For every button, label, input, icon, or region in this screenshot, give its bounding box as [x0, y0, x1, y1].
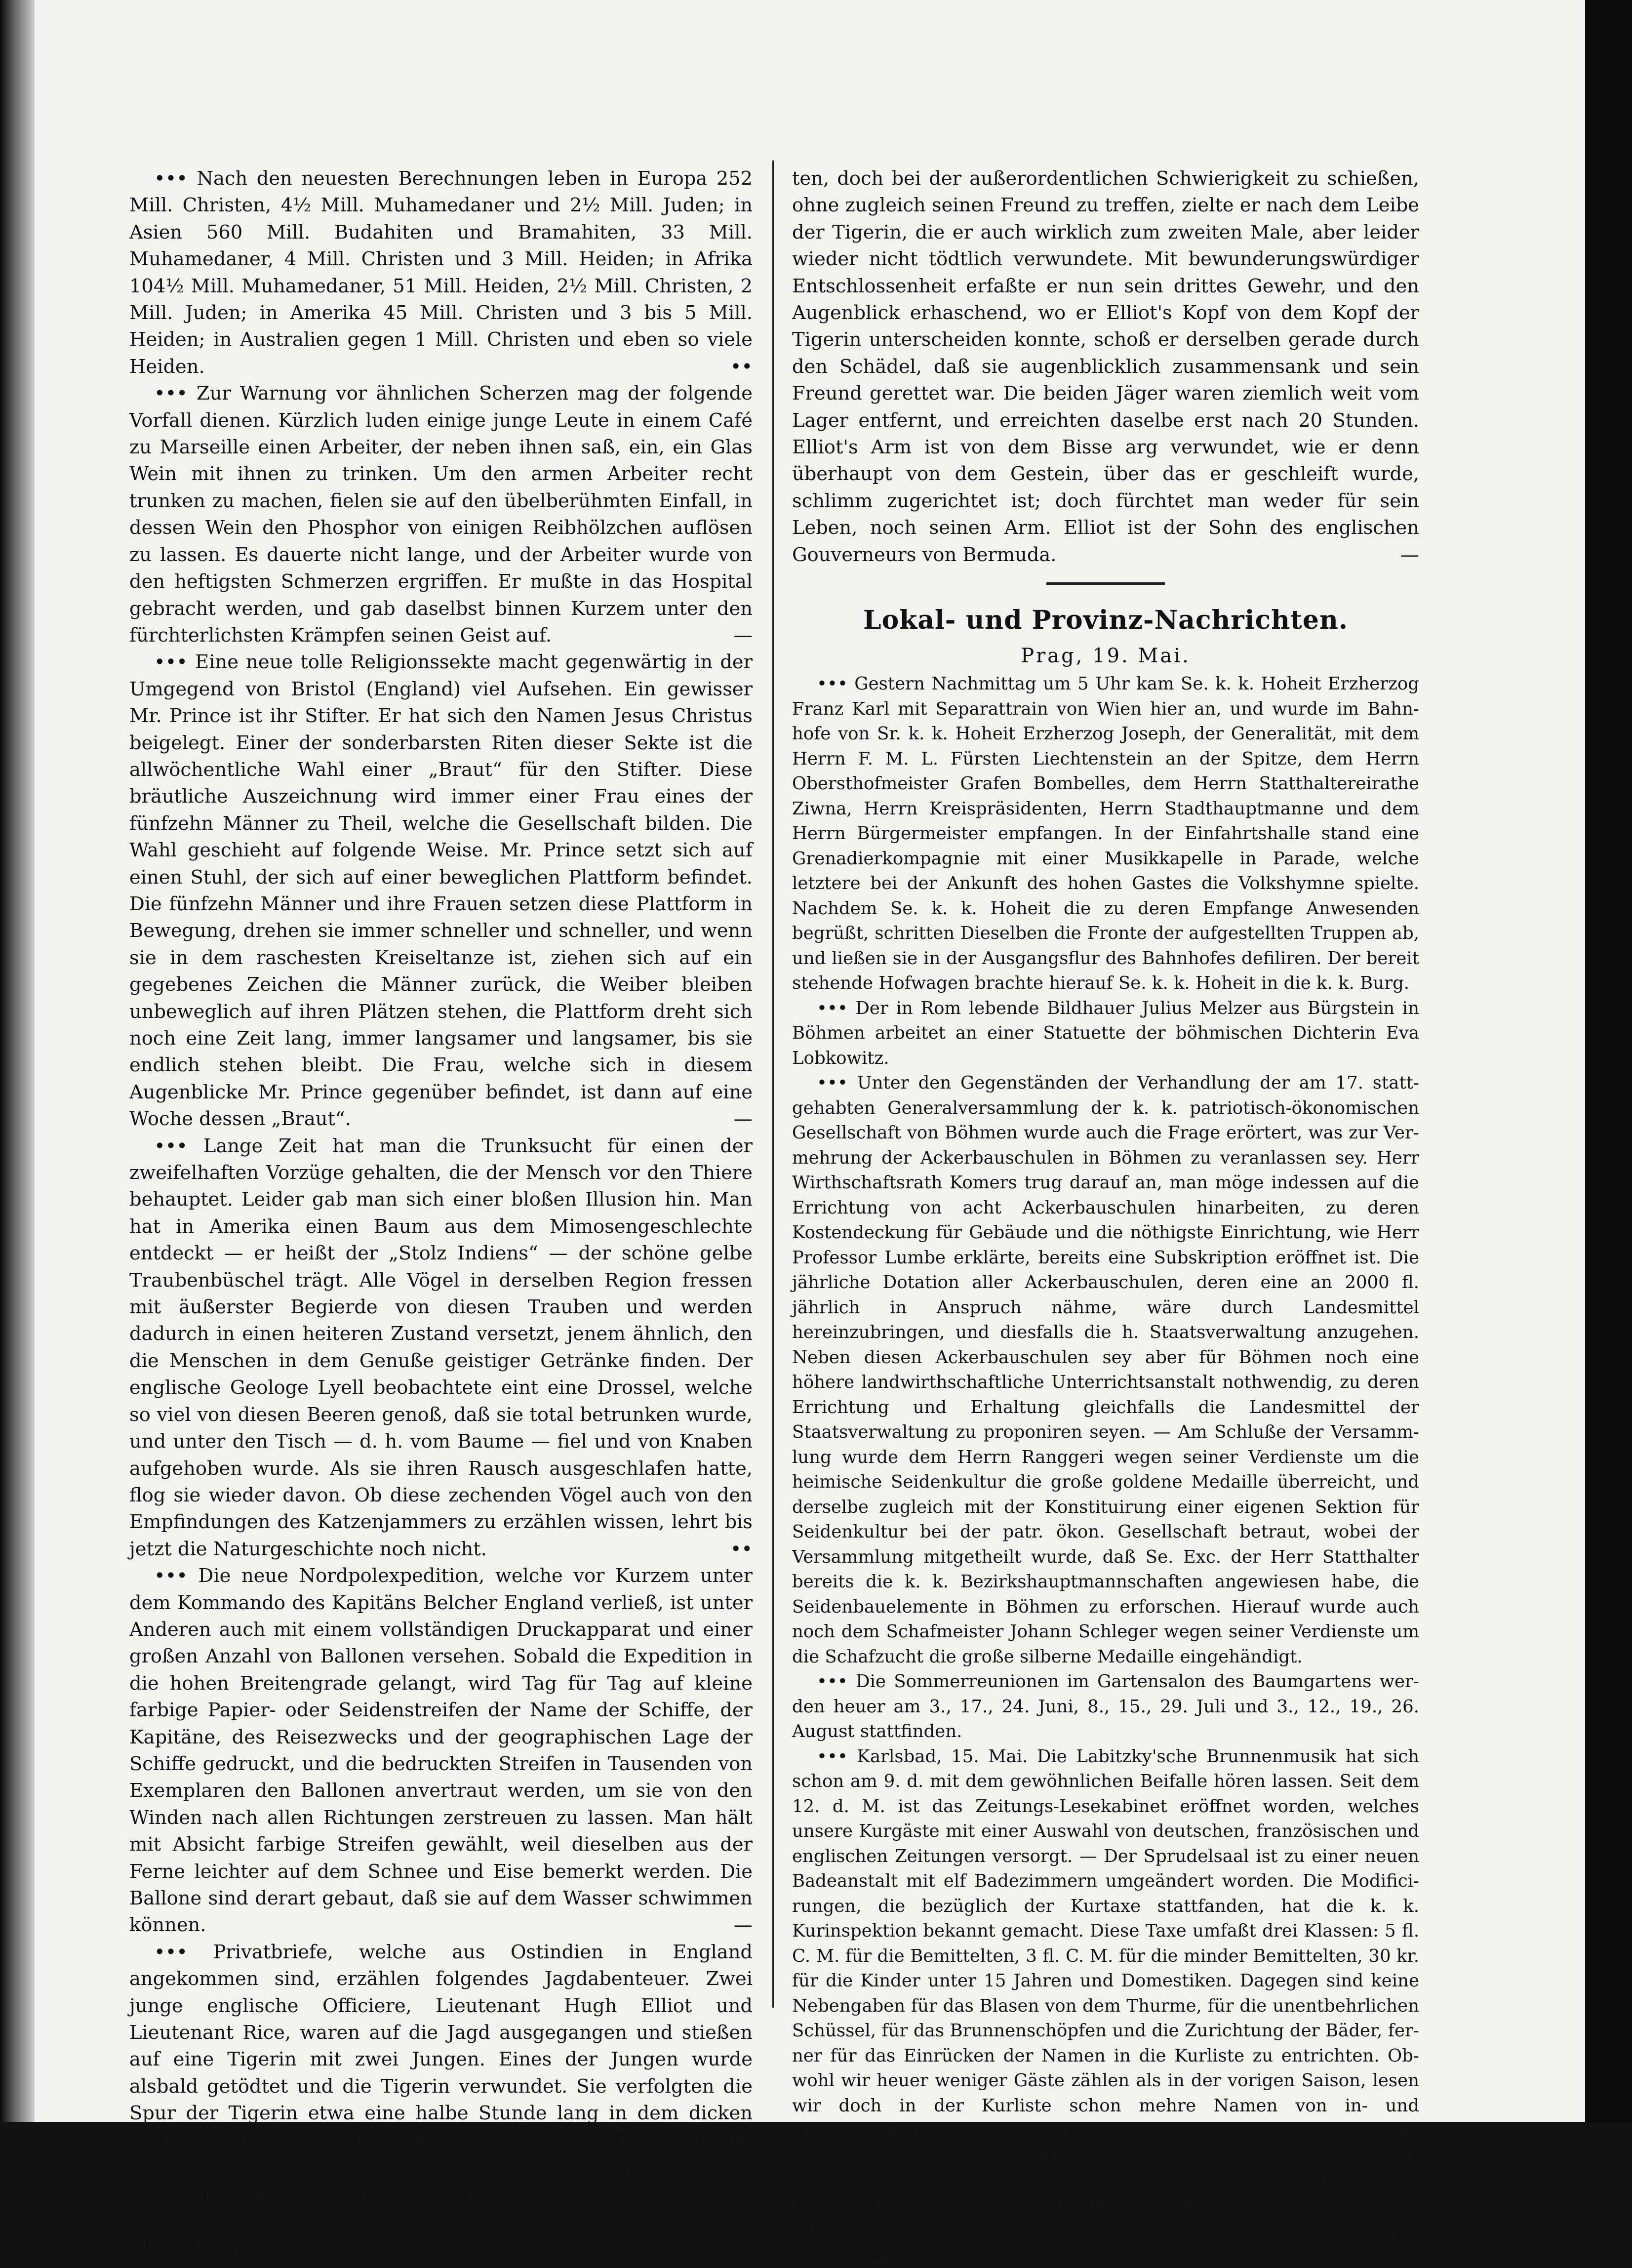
- article-summer-reunions: ••• Die Sommerreunionen im Gartensalon des Baumgartens werden heuer am 3., 17., 24. Juni, 8., 15., 29. Juli und 3., 12., 19., 26. August stattfinden.: [792, 1671, 1419, 1742]
- dateline: Prag, 19. Mai.: [1021, 645, 1191, 668]
- adjacent-page-edge: [0, 0, 35, 2122]
- section-separator-rule: [1046, 582, 1165, 585]
- right-column: [792, 165, 1419, 2268]
- article-population-stats: ••• Nach den neuesten Berechnungen leben in Europa 252 Mill. Christen, 4½ Mill. Muhamedaner und 2½ Mill. Juden; in Asien 560 Mill. Budahiten und Bramahiten, 33 Mill. Muhamedaner, 4 Mill. Christen und 3 Mill. Heiden; in Afrika 104½ Mill. Muhamedaner, 51 Mill. Heiden, 2½ Mill. Christen, 2 Mill. Juden; in Amerika 45 Mill. Christen und 3 bis 5 Mill. Heiden; in Australien gegen 1 Mill. Christen und eben so viele Heiden. ••: [129, 167, 753, 378]
- article-karlsbad: ••• Karlsbad, 15. Mai. Die Labitzky'sche Brunnenmusik hat sich schon am 9. d. mit dem gewöhnlichen Beifalle hören lassen. Seit dem 12. d. M. ist das Zeitungs-Lesekabinet eröffnet worden, welches unsere Kurgäste mit einer Auswahl von deutschen, französischen und englischen Zeitungen versorgt. — Der Sprudelsaal ist zu einer neuen Badeanstalt mit elf Badezimmern umgeändert worden. Die Modificirungen, die bezüglich der Kurtaxe stattfanden, hat die k. k. Kurinspektion bekannt gemacht. Diese Taxe umfaßt drei Klassen: 5 fl. C. M. für die Bemittelten, 3 fl. C. M. für die minder Bemittelten, 30 kr. für die Kinder unter 15 Jahren und Domestiken. Dagegen sind keine Nebengaben für das Blasen von dem Thurme, für die unentbehrlichen Schüssel, für das Brunnenschöpfen und die Zurichtung der Bäder, ferner für das Einrücken der Namen in die Kurliste zu entrichten. Obwohl wir heuer weniger Gäste zählen als in der vorigen Saison, lesen wir doch in der Kurliste schon mehre Namen von in- und ausländischen hochadeligen Familien: Reventlow-Altenhof, Putbus, Esterhazy, Thurn-Taxis, Nostitz, Brühl, Lutichau; den königl. sächsischen Staatsminister a. D. Herrn Ed. von Wiederstein und den Grafen Ferd. von Nerveldt, Erbmarschall des Fürstenthumes Münster; wie auch zwei königl. bairische Feldmarschall-Lieutenants Baron von Leistner und Baron von: [792, 1746, 1419, 2266]
- article-sculptor: ••• Der in Rom lebende Bildhauer Julius Melzer aus Bürgstein in Böhmen arbeitet an einer Statuette der böhmischen Dichterin Eva Lobkowitz.: [792, 998, 1419, 1068]
- scan-border: [1585, 0, 1632, 2122]
- article-general-assembly: ••• Unter den Gegenständen der Verhandlung der am 17. stattgehabten Generalversammlung der k. k. patriotisch-ökonomischen Gesellschaft von Böhmen wurde auch die Frage erörtert, was zur Vermehrung der Ackerbauschulen in Böhmen zu veranlassen sey. Herr Wirthschaftsrath Komers trug darauf an, man möge indessen auf die Errichtung von acht Ackerbauschulen hinarbeiten, zu deren Kostendeckung für Gebäude und die nöthigste Einrichtung, wie Herr Professor Lumbe erklärte, bereits eine Subskription eröffnet ist. Die jährliche Dotation aller Ackerbauschulen, deren eine an 2000 fl. jährlich in Anspruch nähme, wäre durch Landesmittel hereinzubringen, und diesfalls die h. Staatsverwaltung anzugehen. Neben diesen Ackerbauschulen sey aber für Böhmen noch eine höhere landwirthschaftliche Unterrichtsanstalt nothwendig, zu deren Errichtung und Erhaltung gleichfalls die Landesmittel der Staatsverwaltung zu proponiren seyen. — Am Schluße der Versammlung wurde dem Herrn Ranggeri wegen seiner Verdienste um die heimische Seidenkultur die große goldene Medaille überreicht, und derselbe zugleich mit der Konstituirung einer eigenen Sektion für Seidenkultur bei der patr. ökon. Gesellschaft betraut, wobei der Versammlung mitgetheilt wurde, daß Se. Exc. der Herr Statthalter bereits die k. k. Bezirkshauptmannschaften angewiesen habe, die Seidenbauelemente in Böhmen zu erforschen. Hierauf wurde auch noch dem Schafmeister Johann Schleger wegen seiner Verdienste um die Schafzucht die große silberne Medaille eingehändigt.: [792, 1073, 1419, 1667]
- article-religious-sect: ••• Eine neue tolle Religionssekte macht gegenwärtig in der Umgegend von Bristol (England) viel Aufsehen. Ein gewisser Mr. Prince ist ihr Stifter. Er hat sich den Namen Jesus Christus beigelegt. Einer der sonderbarsten Riten dieser Sekte ist die allwöchentliche Wahl einer „Braut“ für den Stifter. Diese bräutliche Auszeichnung wird immer einer Frau eines der fünfzehn Männer zu Theil, welche die Gesellschaft bilden. Die Wahl geschieht auf folgende Weise. Mr. Prince setzt sich auf einen Stuhl, der sich auf einer beweglichen Plattform befindet. Die fünfzehn Männer und ihre Frauen setzen diese Plattform in Bewegung, drehen sie immer schneller und schneller, und wenn sie in dem raschesten Kreiseltanze ist, ziehen sich auf ein gegebenes Zeichen die Männer zurück, die Weiber bleiben unbeweglich auf ihren Plätzen stehen, die Plattform dreht sich noch eine Zeit lang, immer langsamer und langsamer, bis sie endlich stehen bleibt. Die Frau, welche sich in diesem Augenblicke Mr. Prince gegenüber befindet, ist dann auf eine Woche dessen „Braut“. —: [129, 651, 753, 1131]
- left-column: [129, 165, 753, 2262]
- column-divider: [772, 161, 774, 2008]
- section-heading: Lokal- und Provinz-Nachrichten.: [863, 605, 1348, 636]
- article-tiger-hunt-continued: ten, doch bei der außerordentlichen Schwierigkeit zu schießen, ohne zugleich seinen Freund zu treffen, zielte er nach dem Leibe der Tigerin, die er auch wirklich zum zweiten Male, aber leider wieder nicht tödtlich verwundete. Mit bewunderungswürdiger Entschlossenheit erfaßte er nun sein drittes Gewehr, und den Augenblick erhaschend, wo er Elliot's Kopf von dem Kopf der Tigerin unterscheiden konnte, schoß er derselben gerade durch den Schädel, daß sie augenblicklich zusammensank und sein Freund gerettet war. Die beiden Jäger waren ziemlich weit vom Lager entfernt, und erreichten daselbe erst nach 20 Stunden. Elliot's Arm ist von dem Bisse arg verwundet, wie er denn überhaupt von dem Gestein, über das er geschleift wurde, schlimm zugerichtet ist; doch fürchtet man weder für sein Leben, noch seinen Arm. Elliot ist der Sohn des englischen Gouverneurs von Bermuda. —: [792, 167, 1419, 566]
- article-drunken-birds: ••• Lange Zeit hat man die Trunksucht für einen der zweifelhaften Vorzüge gehalten, die der Mensch vor den Thiere behauptet. Leider gab man sich einer bloßen Illusion hin. Man hat in Amerika einen Baum aus dem Mimosengeschlechte entdeckt — er heißt der „Stolz Indiens“ — der schöne gelbe Traubenbüschel trägt. Alle Vögel in derselben Region fressen mit äußerster Begierde von diesen Trauben und werden dadurch in einen heiteren Zustand versetzt, jenem ähnlich, den die Menschen in dem Genuße geistiger Getränke finden. Der englische Geologe Lyell beobachtete eint eine Drossel, welche so viel von diesen Beeren genoß, daß sie total betrunken wurde, und unter den Tisch — d. h. vom Baume — fiel und von Knaben aufgehoben wurde. Als sie ihren Rausch ausgeschlafen hatte, flog sie wieder davon. Ob diese zechenden Vögel auch von den Empfindungen des Katzenjammers zu erzählen wissen, lehrt bis jetzt die Naturgeschichte noch nicht. ••: [129, 1134, 753, 1560]
- article-north-pole-expedition: ••• Die neue Nordpolexpedition, welche vor Kurzem unter dem Kommando des Kapitäns Belcher England verließ, ist unter Anderen auch mit einem vollständigen Druckapparat und einer großen Anzahl von Ballonen versehen. Sobald die Expedition in die hohen Breitengrade gelangt, wird Tag für Tag auf kleine farbige Papier- oder Seidenstreifen der Name der Schiffe, der Kapitäne, des Reisezwecks und der geographischen Lage der Schiffe gedruckt, und die bedruckten Streifen in Tausenden von Exemplaren den Ballonen anvertraut werden, um sie von den Winden nach allen Richtungen zerstreuen zu lassen. Man hält mit Absicht farbige Streifen gewählt, weil dieselben aus der Ferne leichter auf dem Schnee und Eise bemerkt werden. Die Ballone sind derart gebaut, daß sie auf dem Wasser schwimmen können. —: [129, 1565, 753, 1937]
- article-archduke-arrival: ••• Gestern Nachmittag um 5 Uhr kam Se. k. k. Hoheit Erzherzog Franz Karl mit Separattrain von Wien hier an, und wurde im Bahnhofe von Sr. k. k. Hoheit Erzherzog Joseph, der Generalität, mit dem Herrn F. M. L. Fürsten Liechtenstein an der Spitze, dem Herrn Obersthofmeister Grafen Bombelles, dem Herrn Statthaltereirathe Ziwna, Herrn Kreispräsidenten, Herrn Stadthauptmanne und dem Herrn Bürgermeister empfangen. In der Einfahrtshalle stand eine Grenadierkompagnie mit einer Musikkapelle in Parade, welche letztere bei der Ankunft des hohen Gastes die Volkshymne spielte. Nachdem Se. k. k. Hoheit die zu deren Empfange Anwesenden begrüßt, schritten Dieselben die Fronte der aufgestellten Truppen ab, und ließen sie in der Ausgangsflur des Bahnhofes defiliren. Der bereit stehende Hofwagen brachte hierauf Se. k. k. Hoheit in die k. k. Burg.: [792, 674, 1419, 994]
- article-phosphor-warning: ••• Zur Warnung vor ähnlichen Scherzen mag der folgende Vorfall dienen. Kürzlich luden einige junge Leute in einem Café zu Marseille einen Arbeiter, der neben ihnen saß, ein, ein Glas Wein mit ihnen zu trinken. Um den armen Arbeiter recht trunken zu machen, fielen sie auf den übelberühmten Einfall, in dessen Wein den Phosphor von einigen Reibhölzchen auflösen zu lassen. Es dauerte nicht lange, und der Arbeiter wurde von den heftigsten Schmerzen ergriffen. Er mußte in das Hospital gebracht werden, und gab daselbst binnen Kurzem unter den fürchterlichsten Krämpfen seinen Geist auf. —: [129, 382, 753, 647]
- article-tiger-hunt: ••• Privatbriefe, welche aus Ostindien in England angekommen sind, erzählen folgendes Jagdabenteuer. Zwei junge englische Officiere, Lieutenant Hugh Elliot und Lieutenant Rice, waren auf die Jagd ausgegangen und stießen auf eine Tigerin mit zwei Jungen. Eines der Jungen wurde alsbald getödtet und die Tigerin verwundet. Sie verfolgten die Spur der Tigerin etwa eine halbe Stunde lang in dem dicken Gebüsch, als dieselbe plötzlich hervorbrach, Mr. Elliot, noch ehe er Zeit hatte, den Hahn zu spannen, zu Boden warf, denselben bei seinem linken Arme faßte und mit ihm davoneilte. Der andere Jäger hatte bereits ein Gewehr abgeschossen; er griff eiligst nach dem zwei: [129, 1941, 753, 2259]
